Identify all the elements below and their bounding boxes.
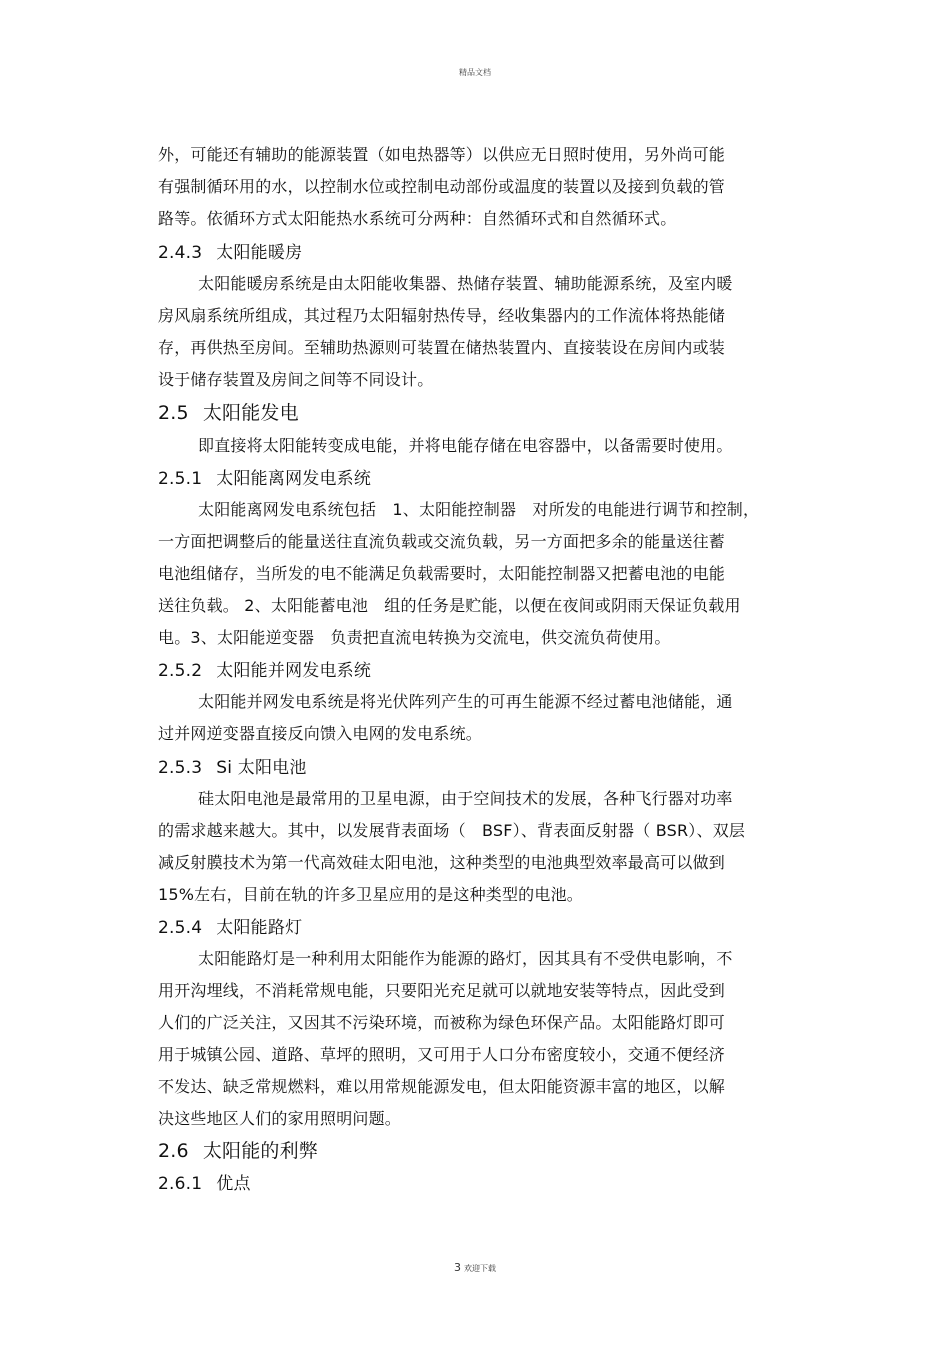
paragraph-line: 决这些地区人们的家用照明问题。 xyxy=(158,1109,402,1128)
paragraph-line: 太阳能并网发电系统是将光伏阵列产生的可再生能源不经过蓄电池储能，通 xyxy=(198,692,733,711)
paragraph-line: 用于城镇公园、道路、草坪的照明，又可用于人口分布密度较小，交通不便经济 xyxy=(158,1045,726,1064)
paragraph-line: 用开沟埋线，不消耗常规电能，只要阳光充足就可以就地安装等特点，因此受到 xyxy=(158,981,726,1000)
paragraph-line: 人们的广泛关注，又因其不污染环境，而被称为绿色环保产品。太阳能路灯即可 xyxy=(158,1013,726,1032)
paragraph-line: 存，再供热至房间。至辅助热源则可装置在储热装置内、直接装设在房间内或装 xyxy=(158,338,726,357)
paragraph-line: 房风扇系统所组成，其过程乃太阳辐射热传导，经收集器内的工作流体将热能储 xyxy=(158,306,726,325)
paragraph-line: 不发达、缺乏常规燃料，难以用常规能源发电，但太阳能资源丰富的地区，以解 xyxy=(158,1077,726,1096)
section-heading: 2.5.2 太阳能并网发电系统 xyxy=(158,661,372,681)
paragraph-line: 过并网逆变器直接反向馈入电网的发电系统。 xyxy=(158,724,483,743)
paragraph-line: 减反射膜技术为第一代高效硅太阳电池，这种类型的电池典型效率最高可以做到 xyxy=(158,853,726,872)
page-number: 3 xyxy=(454,1261,461,1274)
paragraph-line: 送往负载。 2、太阳能蓄电池 组的任务是贮能，以便在夜间或阴雨天保证负载用 xyxy=(158,596,741,615)
section-heading: 2.5.1 太阳能离网发电系统 xyxy=(158,469,372,489)
paragraph-line: 硅太阳电池是最常用的卫星电源，由于空间技术的发展，各种飞行器对功率 xyxy=(198,789,733,808)
paragraph-line: 设于储存装置及房间之间等不同设计。 xyxy=(158,370,434,389)
section-heading: 2.6.1 优点 xyxy=(158,1174,251,1194)
paragraph-line: 一方面把调整后的能量送往直流负载或交流负载，另一方面把多余的能量送往蓄 xyxy=(158,532,726,551)
paragraph-line: 电。3、太阳能逆变器 负责把直流电转换为交流电，供交流负荷使用。 xyxy=(158,628,671,647)
paragraph-line: 15%左右，目前在轨的许多卫星应用的是这种类型的电池。 xyxy=(158,885,583,904)
paragraph-line: 的需求越来越大。其中，以发展背表面场（ BSF）、背表面反射器（ BSR）、双层 xyxy=(158,821,746,840)
paragraph-line: 太阳能暖房系统是由太阳能收集器、热储存装置、辅助能源系统，及室内暖 xyxy=(198,274,733,293)
section-heading: 2.5 太阳能发电 xyxy=(158,402,299,424)
section-heading: 2.6 太阳能的利弊 xyxy=(158,1140,319,1162)
page-footer-text: 欢迎下载 xyxy=(464,1264,496,1273)
section-heading: 2.5.3 Si 太阳电池 xyxy=(158,758,307,778)
paragraph-line: 电池组储存，当所发的电不能满足负载需要时，太阳能控制器又把蓄电池的电能 xyxy=(158,564,726,583)
page-footer xyxy=(0,1261,950,1274)
paragraph-line: 有强制循环用的水，以控制水位或控制电动部份或温度的装置以及接到负载的管 xyxy=(158,177,726,196)
section-heading: 2.5.4 太阳能路灯 xyxy=(158,918,303,938)
page-header xyxy=(0,67,950,78)
section-heading: 2.4.3 太阳能暖房 xyxy=(158,243,303,263)
paragraph-line: 外，可能还有辅助的能源装置（如电热器等）以供应无日照时使用，另外尚可能 xyxy=(158,145,726,164)
page-header-text: 精品文档 xyxy=(459,68,491,77)
paragraph-line: 路等。依循环方式太阳能热水系统可分两种：自然循环式和自然循环式。 xyxy=(158,209,677,228)
paragraph-line: 即直接将太阳能转变成电能，并将电能存储在电容器中，以备需要时使用。 xyxy=(198,436,733,455)
paragraph-line: 太阳能离网发电系统包括 1、太阳能控制器 对所发的电能进行调节和控制， xyxy=(198,500,760,519)
paragraph-line: 太阳能路灯是一种利用太阳能作为能源的路灯，因其具有不受供电影响，不 xyxy=(198,949,733,968)
